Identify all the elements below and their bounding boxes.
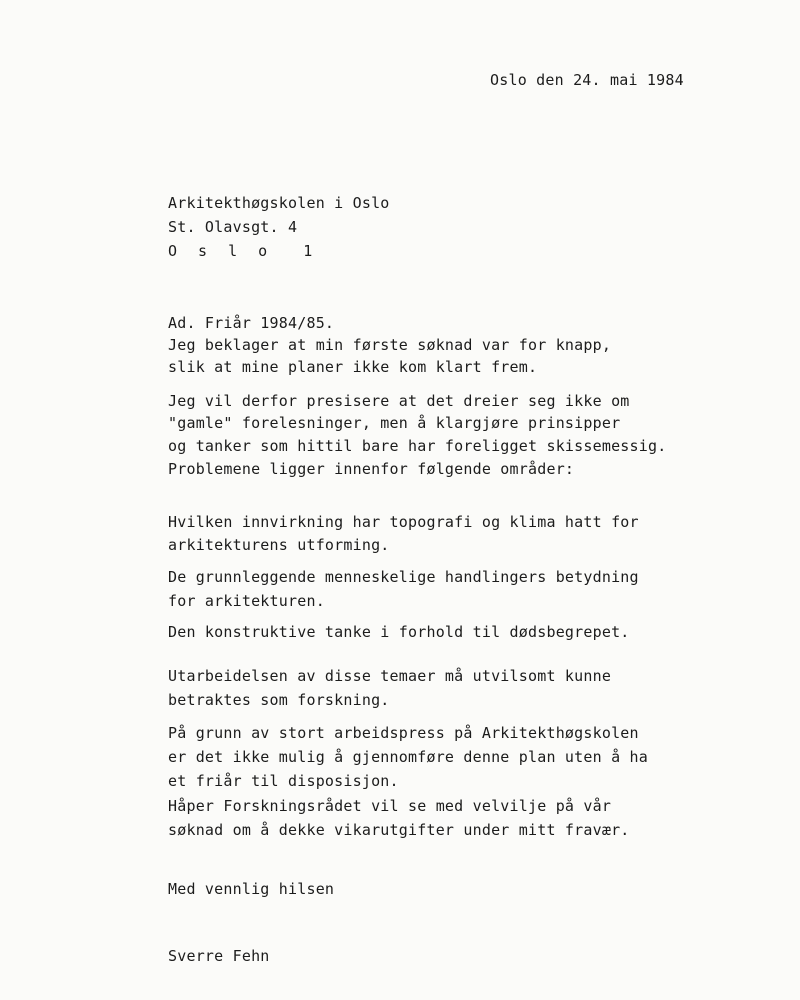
p2-line: Problemene ligger innenfor følgende områder: bbox=[168, 460, 575, 478]
p3-line: Hvilken innvirkning har topografi og klima hatt for bbox=[168, 513, 639, 531]
p7-line: et friår til disposisjon. bbox=[168, 772, 399, 790]
p4-line: De grunnleggende menneskelige handlingers betydning bbox=[168, 568, 639, 586]
p1-line: slik at mine planer ikke kom klart frem. bbox=[168, 358, 538, 376]
p2-line: Jeg vil derfor presisere at det dreier seg ikke om bbox=[168, 392, 630, 410]
closing-line: Med vennlig hilsen bbox=[168, 880, 335, 898]
p7-line: søknad om å dekke vikarutgifter under mitt fravær. bbox=[168, 821, 630, 839]
p7-line: Håper Forskningsrådet vil se med velvilje på vår bbox=[168, 797, 612, 815]
p5-line: Den konstruktive tanke i forhold til dødsbegrepet. bbox=[168, 623, 630, 641]
p4-line: for arkitekturen. bbox=[168, 592, 325, 610]
p2-line: "gamle" forelesninger, men å klargjøre prinsipper bbox=[168, 414, 621, 432]
p7-line: På grunn av stort arbeidspress på Arkitekthøgskolen bbox=[168, 724, 639, 742]
letter-date: Oslo den 24. mai 1984 bbox=[490, 71, 684, 89]
p3-line: arkitekturens utforming. bbox=[168, 536, 390, 554]
p7-line: er det ikke mulig å gjennomføre denne plan uten å ha bbox=[168, 748, 648, 766]
subject-line: Ad. Friår 1984/85. bbox=[168, 314, 335, 332]
p2-line: og tanker som hittil bare har foreligget skissemessig. bbox=[168, 437, 667, 455]
recipient-street: St. Olavsgt. 4 bbox=[168, 218, 298, 236]
p6-line: Utarbeidelsen av disse temaer må utvilsomt kunne bbox=[168, 667, 612, 685]
p1-line: Jeg beklager at min første søknad var for knapp, bbox=[168, 336, 612, 354]
p6-line: betraktes som forskning. bbox=[168, 691, 390, 709]
signature-name: Sverre Fehn bbox=[168, 947, 270, 965]
recipient-city: O s l o 1 bbox=[168, 242, 319, 260]
recipient-name: Arkitekthøgskolen i Oslo bbox=[168, 194, 390, 212]
